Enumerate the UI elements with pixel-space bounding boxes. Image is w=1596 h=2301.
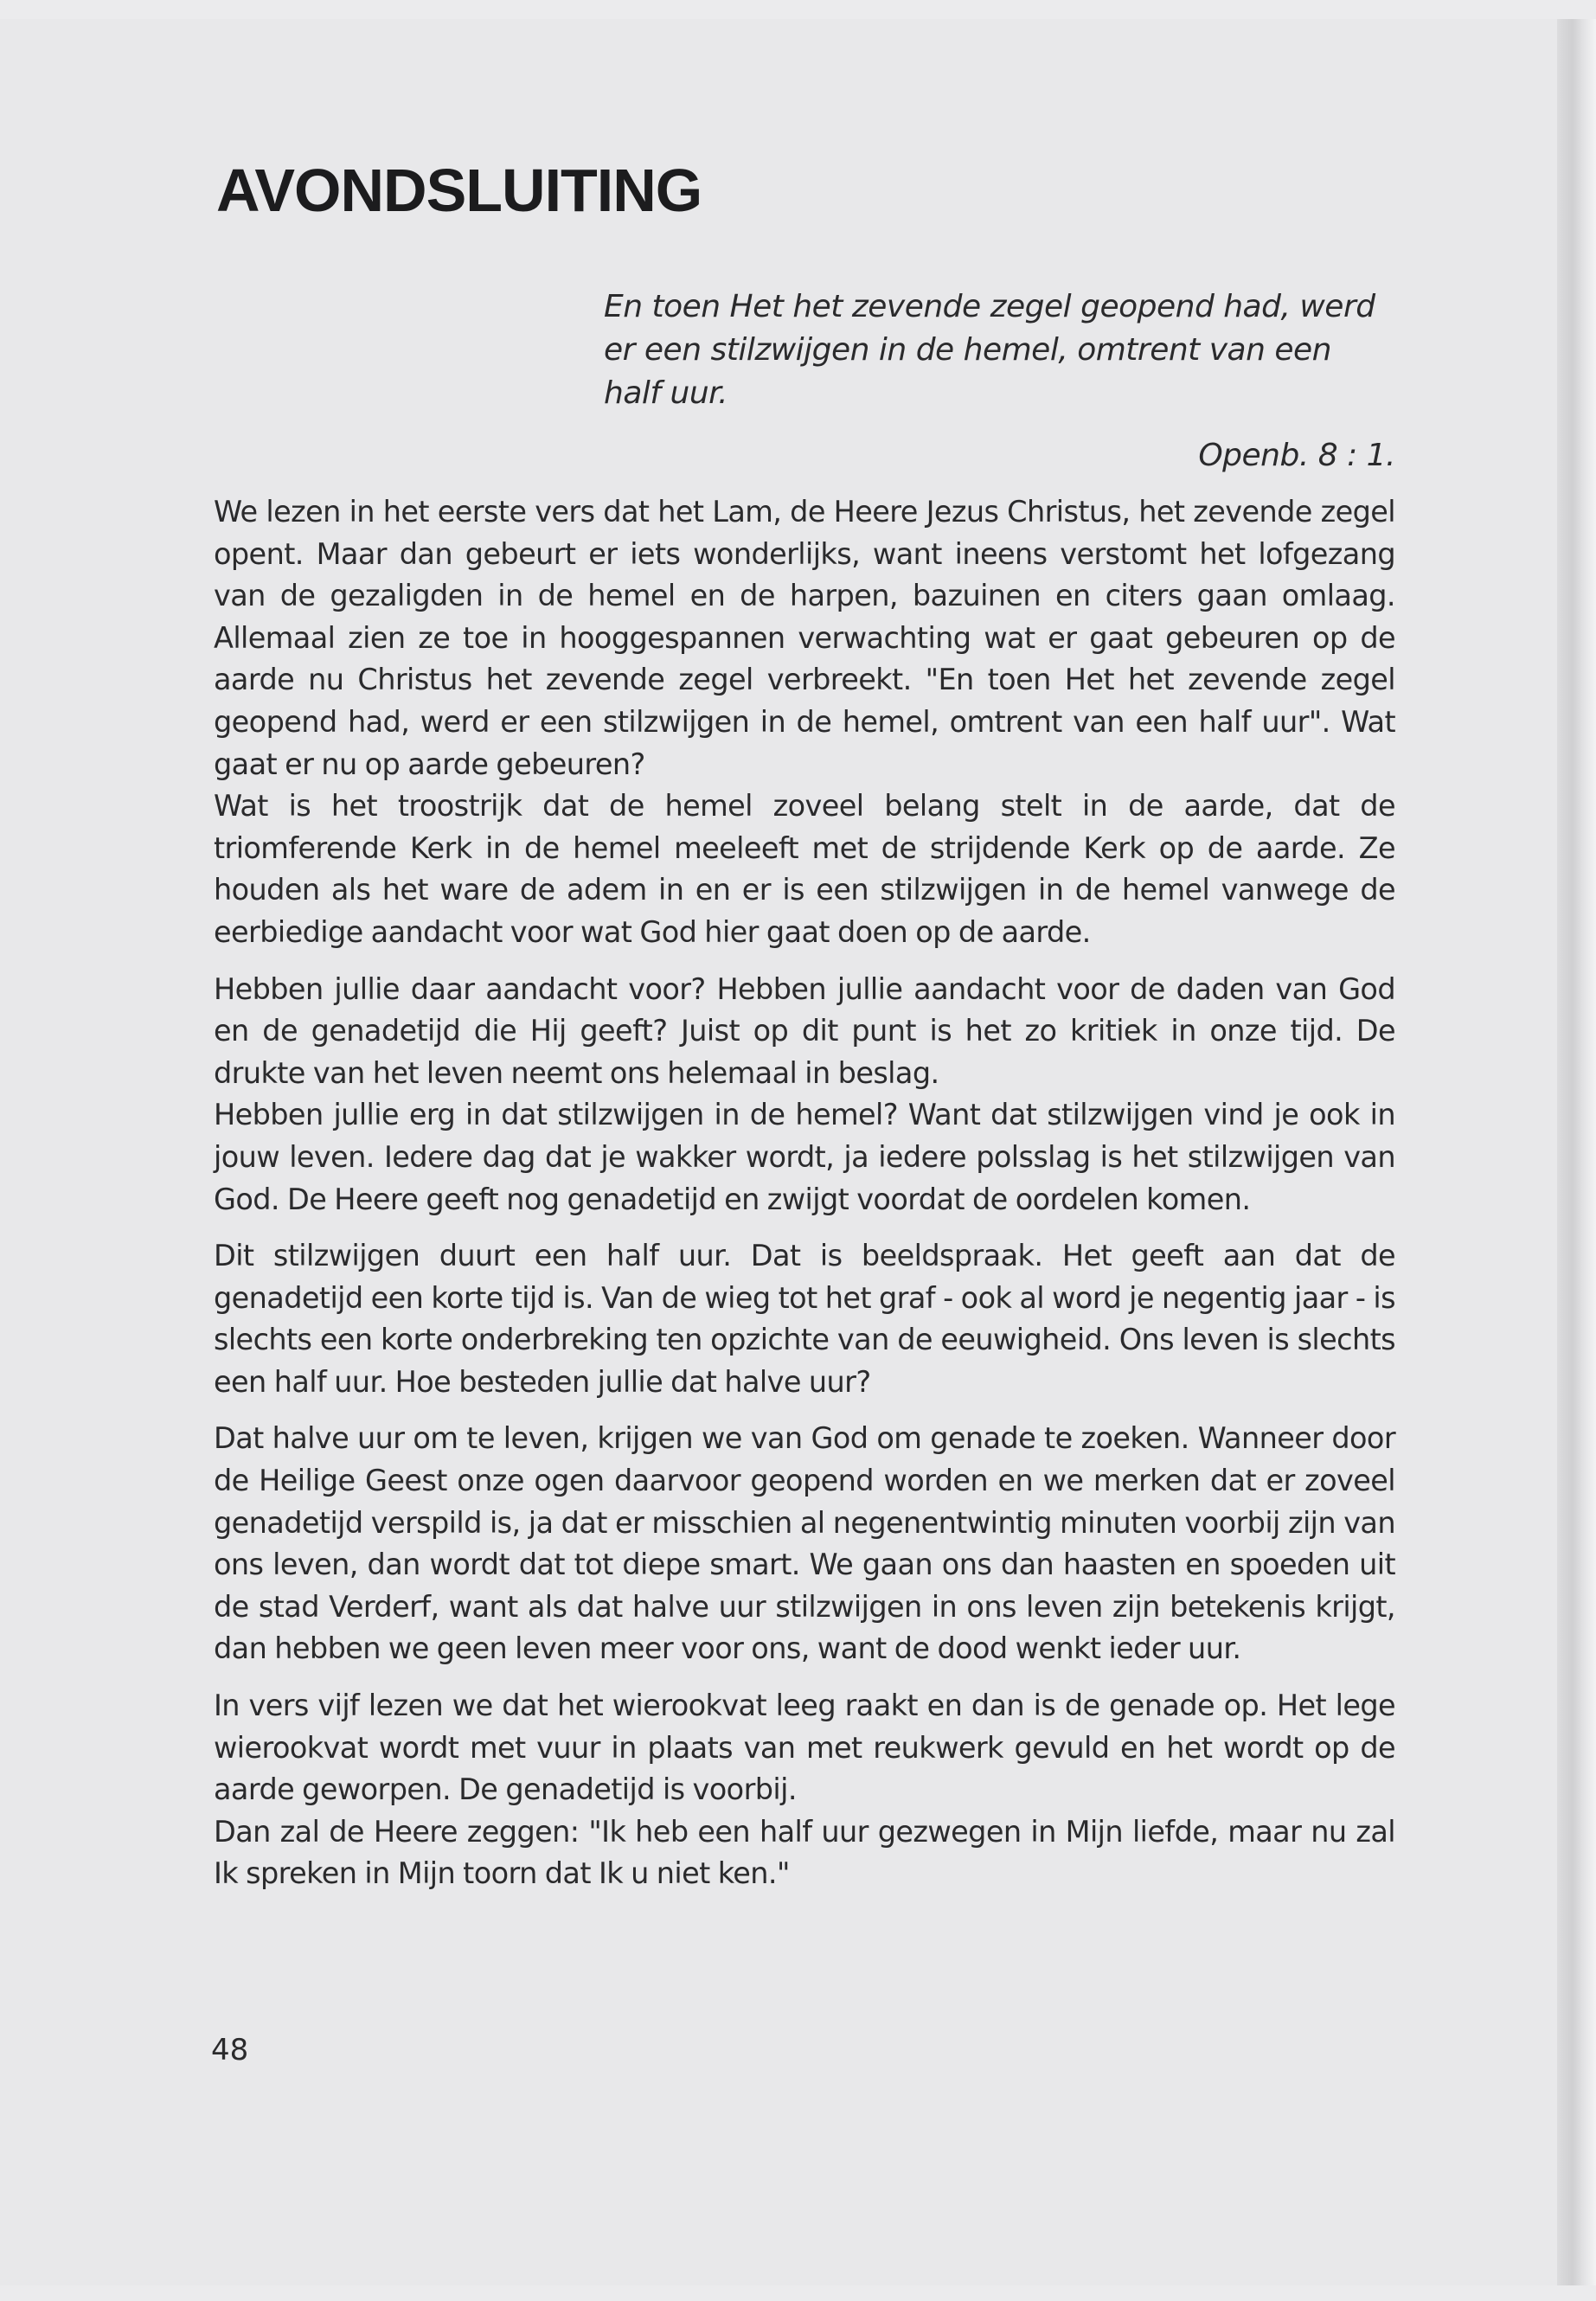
page-edge-shadow (1557, 19, 1596, 2285)
page-title: AVONDSLUITING (216, 157, 702, 224)
paragraph: We lezen in het eerste vers dat het Lam, de Heere Jezus Christus, het zevende zegel opent. Maar dan gebeurt er iets wonderlijks, want ineens verstomt het lofgezang van de gezaligden in de hemel en de harpen, bazuinen en citers gaan omlaag. Allemaal zien ze toe in hooggespannen verwachting wat er gaat gebeuren op de aarde nu Christus het zevende zegel verbreekt. "En toen Het het zevende zegel geopend had, werd er een stilzwijgen in de hemel, omtrent van een half uur". Wat gaat er nu op aarde gebeuren? (214, 495, 1395, 781)
epigraph-text: En toen Het het zevende zegel geopend had, werd er een stilzwijgen in de hemel, omtrent van een half uur. (604, 289, 1375, 411)
page-number: 48 (211, 2033, 249, 2067)
body-text (214, 491, 1395, 1910)
paragraph: In vers vijf lezen we dat het wierookvat leeg raakt en dan is de genade op. Het lege wierookvat wordt met vuur in plaats van met reukwerk gevuld en het wordt op de aarde geworpen. De genadetijd is voorbij. (214, 1689, 1395, 1807)
paragraph: Dit stilzwijgen duurt een half uur. Dat is beeldspraak. Het geeft aan dat de genadetijd een korte tijd is. Van de wieg tot het graf - ook al word je negentig jaar - is slechts een korte onderbreking ten opzichte van de eeuwigheid. Ons leven is slechts een half uur. Hoe besteden jullie dat halve uur? (214, 1239, 1395, 1399)
paragraph: Dan zal de Heere zeggen: "Ik heb een half uur gezwegen in Mijn liefde, maar nu zal Ik spreken in Mijn toorn dat Ik u niet ken." (214, 1814, 1395, 1891)
epigraph-reference: Openb. 8 : 1. (1198, 438, 1395, 473)
paragraph: Dat halve uur om te leven, krijgen we van God om genade te zoeken. Wanneer door de Heilige Geest onze ogen daarvoor geopend worden en we merken dat er zoveel genadetijd verspild is, ja dat er misschien al negenentwintig minuten voorbij zijn van ons leven, dan wordt dat tot diepe smart. We gaan ons dan haasten en spoeden uit de stad Verderf, want als dat halve uur stilzwijgen in ons leven zijn betekenis krijgt, dan hebben we geen leven meer voor ons, want de dood wenkt ieder uur. (214, 1421, 1395, 1666)
paragraph: Hebben jullie daar aandacht voor? Hebben jullie aandacht voor de daden van God en de genadetijd die Hij geeft? Juist op dit punt is het zo kritiek in onze tijd. De drukte van het leven neemt ons helemaal in beslag. (214, 971, 1395, 1090)
epigraph (604, 285, 1395, 478)
paragraph: Wat is het troostrijk dat de hemel zoveel belang stelt in de aarde, dat de triomferende Kerk in de hemel meeleeft met de strijdende Kerk op de aarde. Ze houden als het ware de adem in en er is een stilzwijgen in de hemel vanwege de eerbiedige aandacht voor wat God hier gaat doen op de aarde. (214, 789, 1395, 949)
paragraph: Hebben jullie erg in dat stilzwijgen in de hemel? Want dat stilzwijgen vind je ook in jouw leven. Iedere dag dat je wakker wordt, ja iedere polsslag is het stilzwijgen van God. De Heere geeft nog genadetijd en zwijgt voordat de oordelen komen. (214, 1098, 1395, 1216)
